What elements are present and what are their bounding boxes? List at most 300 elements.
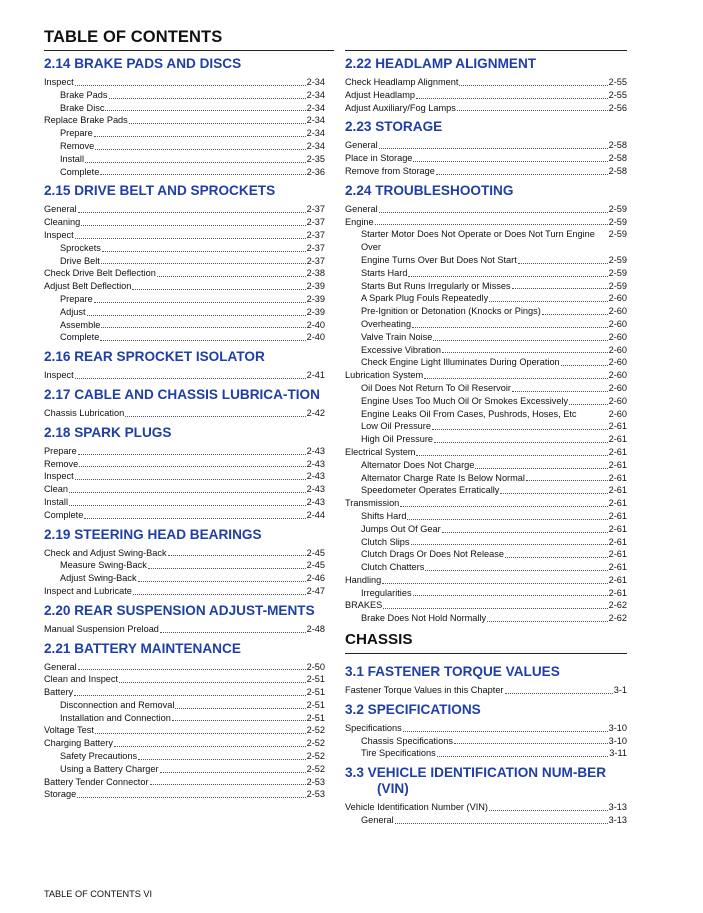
toc-entry-label: Specifications (345, 722, 402, 733)
toc-entry[interactable] (345, 561, 627, 574)
toc-entry[interactable] (345, 228, 627, 254)
toc-entry[interactable] (44, 712, 325, 725)
dot-leader (79, 465, 305, 467)
toc-entry[interactable] (44, 331, 325, 344)
dot-leader (408, 275, 607, 277)
dot-leader (75, 478, 306, 480)
toc-entry-page: 2-38 (306, 268, 325, 279)
toc-entry-label: Voltage Test (44, 725, 94, 736)
dot-leader (379, 147, 608, 149)
dot-leader (100, 339, 305, 341)
toc-entry[interactable] (44, 153, 325, 166)
toc-entry[interactable] (44, 661, 325, 674)
toc-entry-page: 2-58 (608, 153, 627, 164)
toc-entry[interactable] (44, 496, 325, 509)
toc-entry-label: Battery Tender Connector (44, 776, 149, 787)
dot-leader (424, 377, 607, 379)
toc-entry[interactable] (44, 127, 325, 140)
toc-entry-label: Adjust Swing-Back (60, 573, 137, 584)
toc-entry[interactable] (345, 446, 627, 459)
toc-entry-page: 2-37 (306, 217, 325, 228)
toc-entry-label: Disconnection and Removal (60, 699, 175, 710)
dot-leader (100, 173, 305, 175)
dot-leader (129, 122, 306, 124)
toc-entry[interactable] (345, 523, 627, 536)
toc-entry[interactable] (44, 724, 325, 737)
toc-entry[interactable] (345, 510, 627, 523)
toc-entry[interactable] (44, 280, 325, 293)
toc-entry-page: 2-50 (306, 661, 325, 672)
dot-leader (132, 288, 305, 290)
toc-entry-page: 3-10 (608, 722, 627, 733)
toc-entry-label: Complete (60, 332, 100, 343)
toc-entry-label: Check Drive Belt Deflection (44, 268, 156, 279)
dot-leader (442, 531, 608, 533)
toc-entry[interactable] (44, 369, 325, 382)
toc-entry-label: Inspect (44, 471, 74, 482)
toc-entry-page: 2-55 (608, 77, 627, 87)
section-heading[interactable]: 2.23 STORAGE (345, 119, 443, 135)
toc-entry-page: 2-55 (608, 89, 627, 100)
toc-section (44, 425, 325, 522)
toc-entry-label: Shifts Hard (361, 510, 407, 521)
dot-leader (138, 758, 305, 760)
toc-entry[interactable] (345, 267, 627, 280)
dot-leader (454, 742, 608, 744)
section-heading[interactable]: 2.15 DRIVE BELT AND SPROCKETS (44, 183, 276, 199)
toc-entry[interactable] (345, 254, 627, 267)
toc-section (44, 641, 325, 802)
dot-leader (400, 505, 607, 507)
toc-entry-label: Measure Swing-Back (60, 560, 147, 571)
dot-leader (382, 582, 607, 584)
dot-leader (425, 569, 607, 571)
toc-entry-label: Install (60, 153, 85, 164)
dot-leader (475, 467, 607, 469)
section-heading[interactable]: 2.16 REAR SPROCKET ISOLATOR (44, 349, 265, 365)
toc-entry[interactable] (44, 203, 325, 216)
toc-entry-page: 2-47 (306, 585, 325, 596)
dot-leader (432, 428, 608, 430)
toc-entry[interactable] (345, 747, 627, 760)
dot-leader (416, 454, 607, 456)
toc-entry[interactable] (345, 472, 627, 485)
dot-leader (412, 326, 608, 328)
chassis-group (345, 664, 627, 827)
toc-entry[interactable] (345, 497, 627, 510)
toc-entry[interactable] (345, 599, 627, 612)
toc-entry-page: 2-52 (306, 763, 325, 774)
title-rule-left (44, 50, 334, 51)
toc-entry[interactable] (44, 445, 325, 458)
toc-entry-page: 2-61 (608, 587, 627, 598)
toc-entry-page: 2-34 (306, 77, 325, 87)
toc-entry-label: Install (44, 496, 69, 507)
toc-entry[interactable] (345, 305, 627, 318)
toc-entry[interactable] (345, 203, 627, 216)
toc-entry-label: General (345, 140, 378, 151)
dot-leader (150, 783, 306, 785)
toc-entry-label: Sprockets (60, 242, 101, 253)
dot-leader (518, 262, 608, 264)
toc-entry-label: BRAKES (345, 600, 383, 611)
section-heading[interactable]: 3.3 VEHICLE IDENTIFICATION NUM-BER (VIN) (345, 765, 607, 797)
toc-entry[interactable] (44, 306, 325, 319)
toc-entry[interactable] (44, 102, 325, 115)
toc-entry-page: 2-58 (608, 140, 627, 151)
dot-leader (542, 313, 608, 315)
toc-entry[interactable] (44, 686, 325, 699)
toc-entry-page: 2-61 (608, 434, 627, 445)
dot-leader (74, 694, 306, 696)
section-heading[interactable]: 2.20 REAR SUSPENSION ADJUST-MENTS (44, 602, 315, 618)
toc-entry-page: 2-59 (608, 229, 627, 240)
chapter-rule (345, 653, 627, 654)
dot-leader (94, 135, 306, 137)
toc-entry-label: Excessive Vibration (361, 344, 442, 355)
dot-leader (489, 809, 608, 811)
toc-entry-page: 2-52 (306, 751, 325, 762)
toc-entry-label: Pre-Ignition or Detonation (Knocks or Pings) (361, 306, 541, 317)
toc-entry-page: 2-51 (306, 674, 325, 685)
toc-entry[interactable] (44, 267, 325, 280)
toc-entry[interactable] (44, 559, 325, 572)
toc-entry-label: Chassis Specifications (361, 735, 453, 746)
toc-entry[interactable] (345, 280, 627, 293)
dot-leader (133, 593, 306, 595)
toc-entry-page: 2-60 (608, 331, 627, 342)
dot-leader (160, 631, 306, 633)
troubleshooting-group (345, 56, 627, 625)
section-heading[interactable]: 2.22 HEADLAMP ALIGNMENT (345, 56, 537, 71)
dot-leader (459, 84, 607, 86)
toc-entry[interactable] (345, 801, 627, 814)
toc-entry-page: 2-61 (608, 510, 627, 521)
toc-entry[interactable] (345, 292, 627, 305)
toc-entry[interactable] (345, 612, 627, 625)
toc-entry-label: Installation and Connection (60, 712, 171, 723)
toc-entry-label: Complete (44, 509, 84, 520)
toc-entry[interactable] (345, 102, 627, 115)
toc-entry[interactable] (345, 395, 627, 408)
toc-entry[interactable] (44, 547, 325, 560)
dot-leader (69, 491, 306, 493)
toc-entry[interactable] (44, 699, 325, 712)
dot-leader (569, 403, 607, 405)
toc-entry[interactable] (345, 356, 627, 369)
toc-entry-page: 2-43 (306, 471, 325, 482)
section-heading[interactable]: 2.19 STEERING HEAD BEARINGS (44, 526, 262, 542)
toc-entry-label: Clutch Drags Or Does Not Release (361, 549, 504, 560)
toc-entry-page: 2-56 (608, 102, 627, 113)
dot-leader (75, 84, 306, 86)
toc-entry-label: General (345, 203, 378, 214)
dot-leader (505, 556, 608, 558)
toc-entry[interactable] (345, 152, 627, 165)
toc-entry[interactable] (345, 216, 627, 229)
toc-entry[interactable] (345, 369, 627, 382)
toc-entry-page: 2-48 (306, 623, 325, 634)
toc-entry-page: 2-60 (608, 318, 627, 329)
toc-entry[interactable] (44, 293, 325, 306)
toc-section (345, 56, 627, 114)
dot-leader (500, 492, 607, 494)
toc-entry-page: 2-34 (306, 102, 325, 113)
toc-entry[interactable] (345, 139, 627, 152)
toc-entry[interactable] (345, 331, 627, 344)
toc-entry[interactable] (345, 165, 627, 178)
dot-leader (416, 97, 608, 99)
toc-entry-page: 2-60 (608, 344, 627, 355)
title-rule-right (345, 50, 627, 51)
toc-entry-label: Complete (60, 166, 100, 177)
toc-entry[interactable] (44, 750, 325, 763)
toc-entry-label: Alternator Charge Rate Is Below Normal (361, 472, 525, 483)
toc-section (345, 765, 627, 827)
toc-entry-label: Irregularities (361, 587, 412, 598)
dot-leader (69, 504, 306, 506)
dot-leader (148, 567, 306, 569)
dot-leader (78, 453, 306, 455)
toc-entry[interactable] (345, 76, 627, 89)
toc-entry[interactable] (44, 242, 325, 255)
toc-entry[interactable] (44, 483, 325, 496)
toc-entry[interactable] (44, 166, 325, 179)
toc-entry-page: 2-62 (608, 600, 627, 611)
toc-entry-label: Engine Turns Over But Does Not Start (361, 254, 517, 265)
dot-leader (403, 730, 608, 732)
section-heading[interactable]: 2.21 BATTERY MAINTENANCE (44, 640, 241, 656)
toc-entry-page: 2-60 (608, 357, 627, 368)
toc-entry-page: 2-60 (608, 408, 627, 419)
toc-entry[interactable] (44, 458, 325, 471)
page-title: TABLE OF CONTENTS (44, 28, 223, 46)
toc-entry-label: Handling (345, 574, 382, 585)
toc-entry-label: Prepare (44, 445, 77, 456)
section-heading[interactable]: 2.14 BRAKE PADS AND DISCS (44, 56, 242, 71)
toc-entry[interactable] (44, 763, 325, 776)
toc-entry-label: Engine Leaks Oil From Cases, Pushrods, Hoses, Etc (361, 408, 577, 419)
toc-entry-label: Brake Does Not Hold Normally (361, 613, 487, 624)
toc-entry-page: 2-60 (608, 293, 627, 304)
toc-entry[interactable] (345, 735, 627, 748)
toc-section (345, 664, 627, 697)
section-heading[interactable]: 2.18 SPARK PLUGS (44, 424, 172, 440)
dot-leader (109, 97, 306, 99)
dot-leader (125, 415, 305, 417)
toc-entry-label: Chassis Lubrication (44, 407, 125, 418)
toc-entry-page: 2-42 (306, 407, 325, 418)
toc-entry-label: Place in Storage (345, 153, 413, 164)
toc-entry[interactable] (345, 408, 627, 421)
toc-entry-label: Inspect (44, 370, 74, 381)
toc-entry-page: 2-36 (306, 166, 325, 177)
toc-entry[interactable] (345, 420, 627, 433)
dot-leader (95, 148, 305, 150)
toc-entry-label: Transmission (345, 498, 400, 509)
toc-entry-page: 2-37 (306, 204, 325, 215)
toc-entry-label: Alternator Does Not Charge (361, 459, 475, 470)
dot-leader (379, 211, 608, 213)
toc-entry-label: Starts Hard (361, 267, 408, 278)
toc-entry-label: Starter Motor Does Not Operate or Does Not Turn Engine Over (361, 229, 595, 253)
toc-entry-label: Vehicle Identification Number (VIN) (345, 802, 488, 813)
toc-entry-page: 2-51 (306, 712, 325, 723)
toc-entry[interactable] (345, 433, 627, 446)
toc-entry[interactable] (345, 536, 627, 549)
toc-entry-page: 2-34 (306, 115, 325, 126)
toc-section (345, 702, 627, 760)
toc-entry[interactable] (44, 776, 325, 789)
toc-entry-page: 2-43 (306, 445, 325, 456)
section-heading[interactable]: 3.2 SPECIFICATIONS (345, 701, 481, 717)
toc-entry-page: 2-52 (306, 738, 325, 749)
toc-entry[interactable] (44, 572, 325, 585)
toc-entry[interactable] (44, 114, 325, 127)
toc-entry[interactable] (345, 814, 627, 827)
toc-entry[interactable] (44, 76, 325, 89)
toc-section (345, 183, 627, 625)
toc-entry-label: Tire Specifications (361, 748, 436, 759)
toc-entry-label: Jumps Out Of Gear (361, 523, 441, 534)
toc-entry-page: 2-58 (608, 165, 627, 176)
toc-entry[interactable] (44, 229, 325, 242)
dot-leader (413, 594, 608, 596)
toc-entry-label: Inspect and Lubricate (44, 585, 132, 596)
toc-entry-page: 2-52 (306, 725, 325, 736)
toc-section (345, 119, 627, 177)
dot-leader (102, 250, 306, 252)
dot-leader (433, 339, 607, 341)
toc-entry-label: Overheating (361, 318, 412, 329)
toc-entry[interactable] (44, 585, 325, 598)
toc-entry-page: 2-45 (306, 547, 325, 558)
toc-entry-page: 2-60 (608, 370, 627, 381)
toc-entry-label: Engine Uses Too Much Oil Or Smokes Excessively (361, 395, 569, 406)
toc-entry[interactable] (44, 470, 325, 483)
toc-section (44, 387, 325, 420)
toc-entry-label: Adjust Headlamp (345, 89, 415, 100)
toc-entry[interactable] (345, 344, 627, 357)
toc-column-right (345, 56, 627, 827)
toc-entry-label: A Spark Plug Fouls Repeatedly (361, 293, 489, 304)
toc-entry[interactable] (345, 587, 627, 600)
toc-entry-label: Prepare (60, 293, 93, 304)
dot-leader (375, 223, 608, 225)
toc-entry-label: Adjust Auxiliary/Fog Lamps (345, 102, 456, 113)
toc-column-left (44, 56, 325, 801)
toc-entry[interactable] (345, 459, 627, 472)
toc-entry-page: 2-62 (608, 613, 627, 624)
toc-entry-page: 2-59 (608, 216, 627, 227)
dot-leader (101, 262, 306, 264)
toc-entry[interactable] (44, 216, 325, 229)
toc-entry[interactable] (345, 684, 627, 697)
toc-section (44, 349, 325, 382)
dot-leader (95, 732, 306, 734)
toc-entry-label: Oil Does Not Return To Oil Reservoir (361, 382, 511, 393)
toc-entry[interactable] (44, 673, 325, 686)
toc-entry[interactable] (44, 737, 325, 750)
dot-leader (168, 554, 306, 556)
dot-leader (78, 211, 306, 213)
toc-entry-page: 2-45 (306, 560, 325, 571)
toc-entry-page: 2-39 (306, 281, 325, 292)
toc-entry-page: 2-39 (306, 306, 325, 317)
dot-leader (138, 580, 306, 582)
toc-entry[interactable] (44, 319, 325, 332)
section-heading[interactable]: 2.17 CABLE AND CHASSIS LUBRICA-TION (44, 386, 320, 402)
dot-leader (77, 796, 305, 798)
toc-entry-label: Cleaning (44, 217, 81, 228)
dot-leader (505, 692, 613, 694)
dot-leader (75, 237, 306, 239)
toc-entry-page: 2-59 (608, 280, 627, 291)
toc-entry[interactable] (345, 722, 627, 735)
toc-entry-page: 2-43 (306, 484, 325, 495)
toc-entry-page: 3-1 (613, 685, 627, 696)
dot-leader (157, 275, 306, 277)
toc-entry[interactable] (44, 140, 325, 153)
toc-entry[interactable] (345, 548, 627, 561)
toc-entry-page: 2-44 (306, 509, 325, 520)
toc-entry-label: Manual Suspension Preload (44, 623, 159, 634)
toc-entry-page: 2-61 (608, 472, 627, 483)
toc-entry-page: 2-34 (306, 128, 325, 139)
toc-entry[interactable] (345, 484, 627, 497)
toc-entry[interactable] (345, 574, 627, 587)
toc-entry-page: 2-46 (306, 573, 325, 584)
toc-entry-page: 2-60 (608, 382, 627, 393)
toc-entry[interactable] (345, 382, 627, 395)
dot-leader (101, 326, 305, 328)
toc-entry-page: 3-10 (608, 735, 627, 746)
toc-entry-page: 2-61 (608, 498, 627, 509)
toc-entry[interactable] (345, 89, 627, 102)
toc-entry-label: Engine (345, 216, 374, 227)
toc-entry-page: 2-59 (608, 267, 627, 278)
dot-leader (512, 390, 608, 392)
toc-entry-page: 3-13 (608, 802, 627, 813)
toc-entry[interactable] (44, 255, 325, 268)
toc-entry[interactable] (44, 509, 325, 522)
toc-entry-label: Clean and Inspect (44, 674, 119, 685)
dot-leader (457, 109, 608, 111)
toc-entry-label: Inspect (44, 77, 74, 87)
section-heading[interactable]: 2.24 TROUBLESHOOTING (345, 182, 514, 198)
section-heading[interactable]: 3.1 FASTENER TORQUE VALUES (345, 664, 560, 680)
toc-entry[interactable] (44, 89, 325, 102)
toc-entry[interactable] (44, 788, 325, 801)
toc-entry-label: Remove from Storage (345, 165, 435, 176)
dot-leader (78, 668, 306, 670)
toc-entry-page: 2-61 (608, 562, 627, 573)
toc-entry[interactable] (44, 623, 325, 636)
toc-entry[interactable] (345, 318, 627, 331)
toc-entry-label: Clean (44, 484, 69, 495)
dot-leader (434, 441, 608, 443)
toc-entry[interactable] (44, 407, 325, 420)
toc-entry-label: Safety Precautions (60, 751, 138, 762)
toc-entry-label: General (361, 815, 394, 826)
toc-entry-label: Fastener Torque Values in this Chapter (345, 685, 504, 696)
toc-entry-page: 2-59 (608, 203, 627, 214)
toc-entry-page: 2-37 (306, 242, 325, 253)
dot-leader (160, 771, 306, 773)
toc-entry-label: Assemble (60, 319, 101, 330)
toc-entry-page: 2-39 (306, 293, 325, 304)
dot-leader (512, 287, 608, 289)
